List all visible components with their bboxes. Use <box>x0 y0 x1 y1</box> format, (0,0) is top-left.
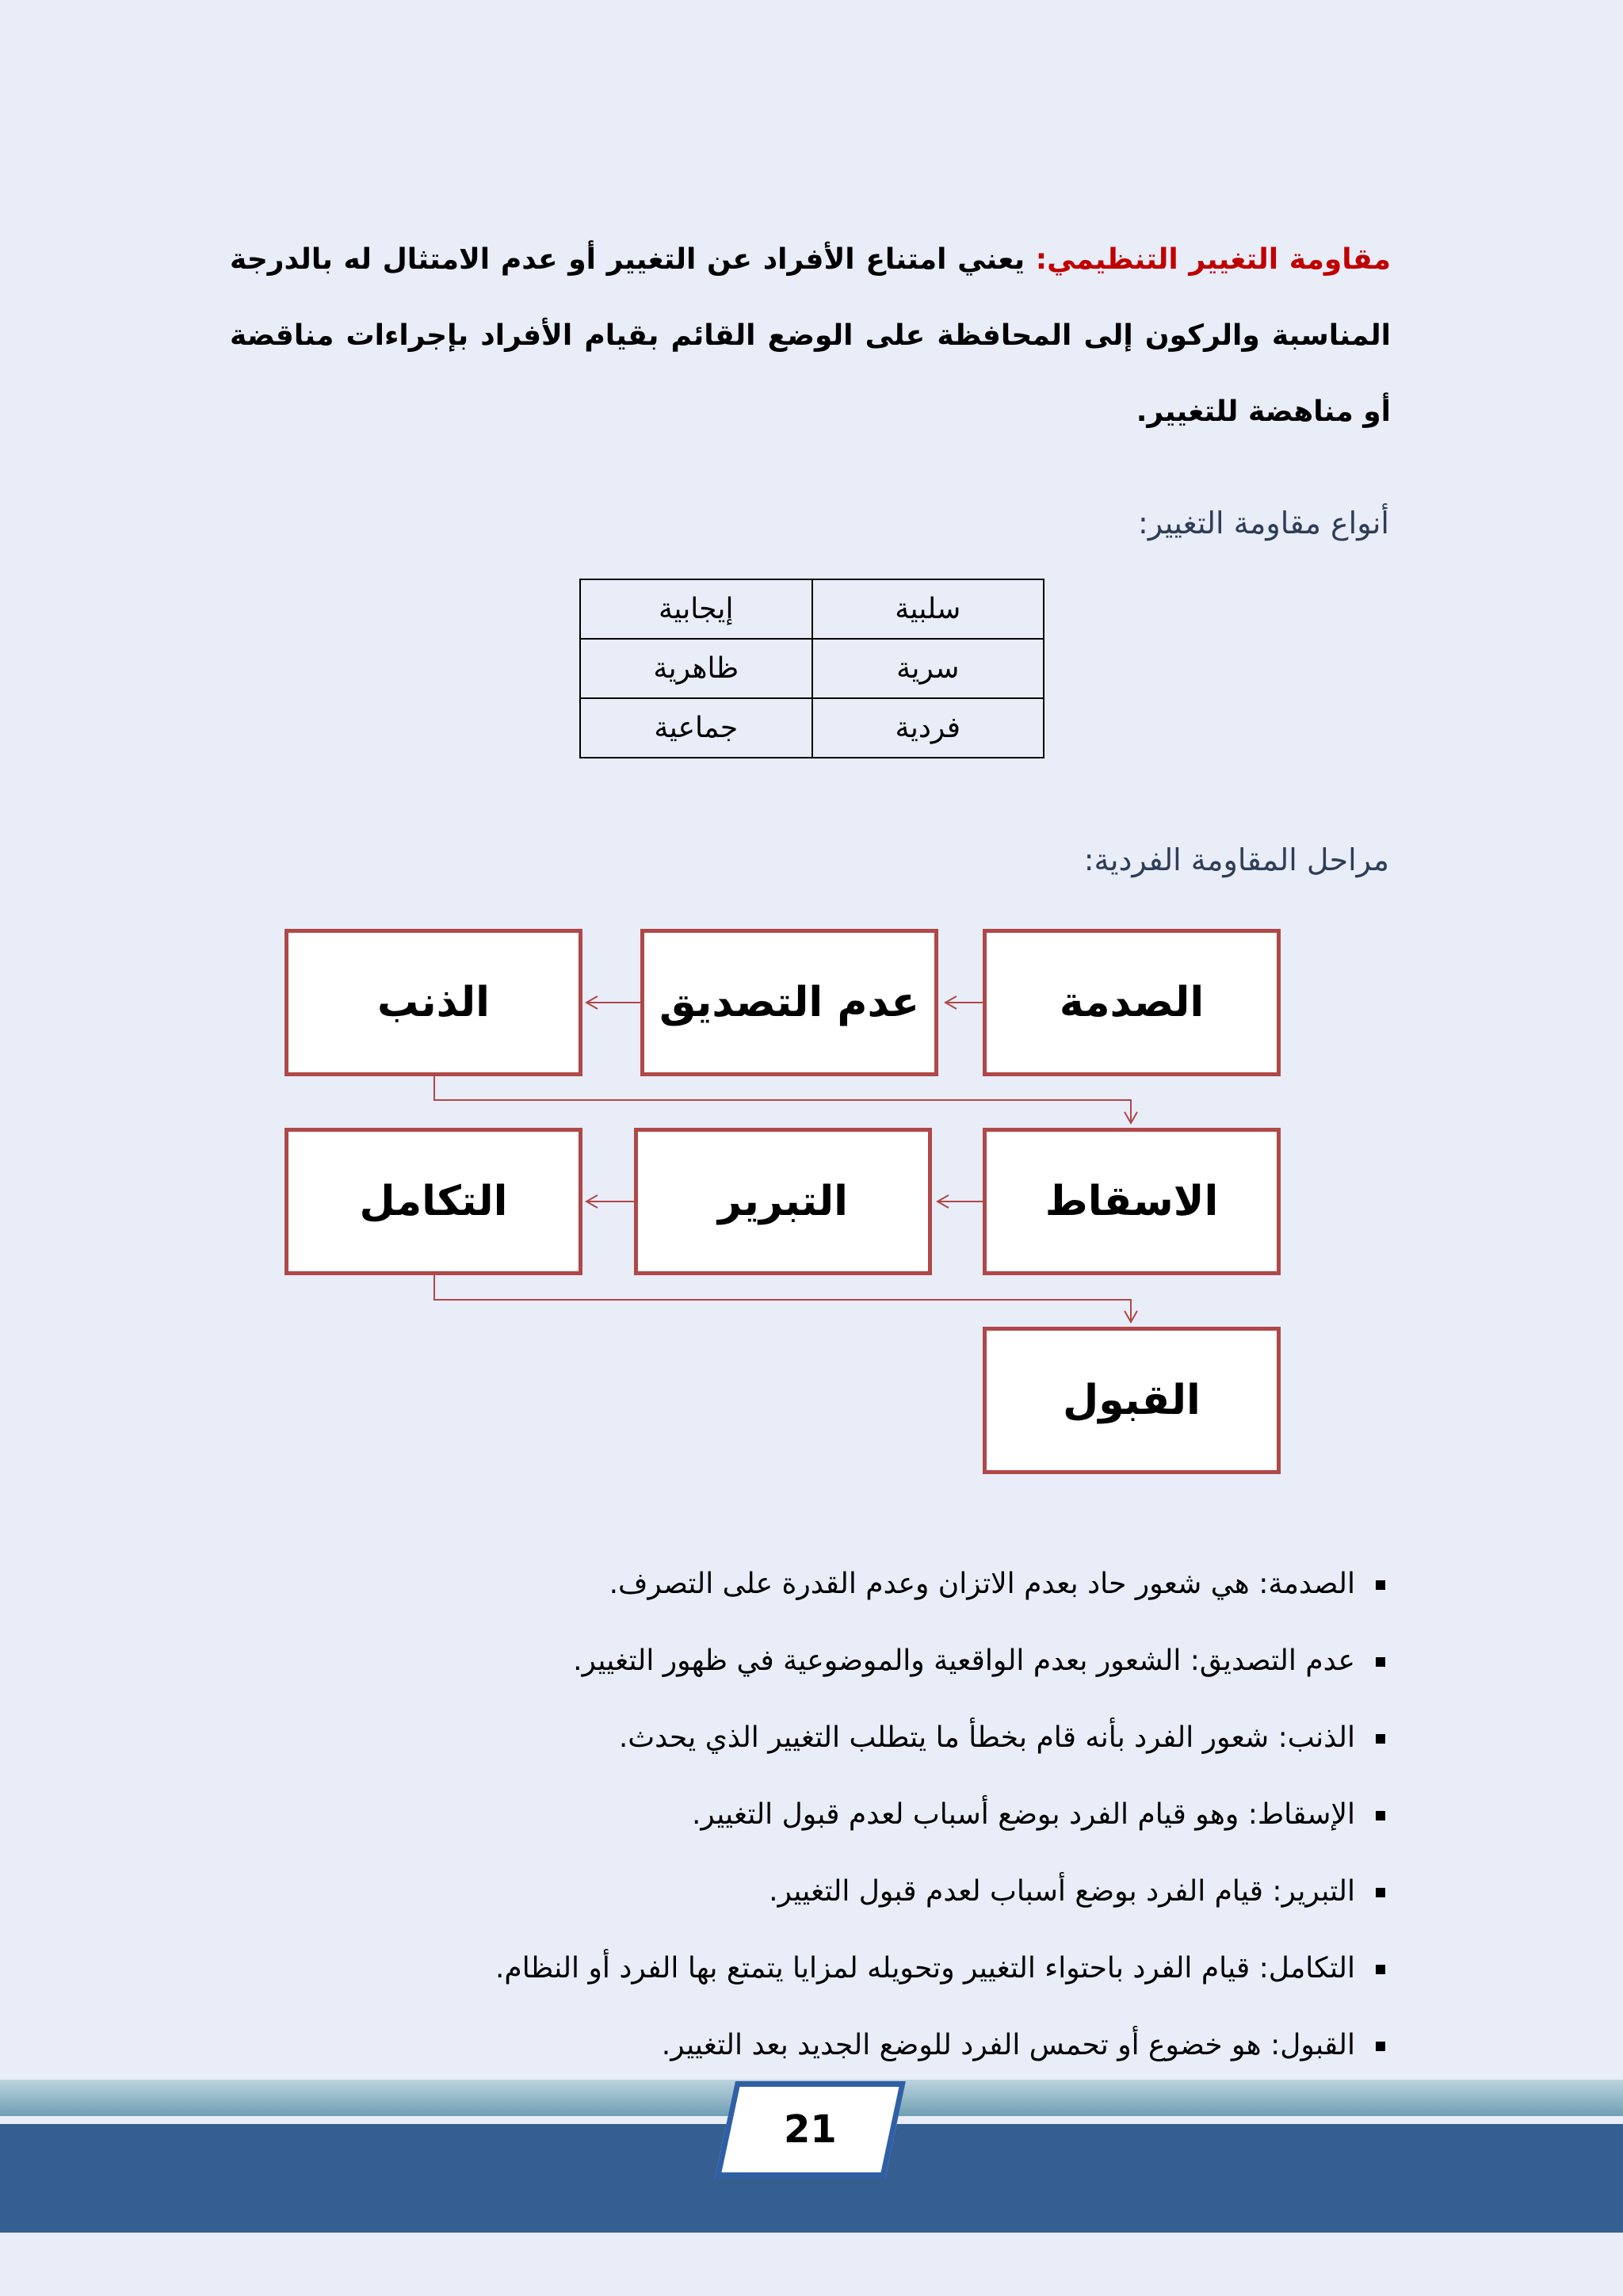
square-bullet-icon <box>1376 1580 1385 1590</box>
list-item-text: عدم التصديق: الشعور بعدم الواقعية والموضوعية في ظهور التغيير. <box>573 1645 1355 1677</box>
stage-box-guilt: الذنب <box>285 929 582 1076</box>
definition-term: مقاومة التغيير التنظيمي: <box>1035 243 1391 276</box>
list-item <box>495 1930 1385 2007</box>
table-cell: سلبية <box>812 579 1044 639</box>
stage-box-acceptance: القبول <box>983 1327 1281 1474</box>
arrow-integration-to-acceptance <box>434 1274 1131 1320</box>
list-item <box>495 1545 1385 1622</box>
table-cell: فردية <box>812 698 1044 758</box>
table-cell: إيجابية <box>580 579 812 639</box>
list-item-text: التكامل: قيام الفرد باحتواء التغيير وتحويله لمزايا يتمتع بها الفرد أو النظام. <box>495 1952 1355 1985</box>
list-item <box>495 1622 1385 1699</box>
list-item-text: الإسقاط: وهو قيام الفرد بوضع أسباب لعدم قبول التغيير. <box>691 1798 1355 1831</box>
stage-box-shock: الصدمة <box>983 929 1281 1076</box>
list-item-text: التبرير: قيام الفرد بوضع أسباب لعدم قبول التغيير. <box>769 1875 1355 1908</box>
stage-box-projection: الاسقاط <box>983 1128 1281 1275</box>
stage-box-justification: التبرير <box>634 1128 932 1275</box>
list-item <box>495 2007 1385 2084</box>
list-item-text: الصدمة: هي شعور حاد بعدم الاتزان وعدم القدرة على التصرف. <box>609 1568 1355 1600</box>
square-bullet-icon <box>1376 1965 1385 1974</box>
list-item-text: القبول: هو خضوع أو تحمس الفرد للوضع الجديد بعد التغيير. <box>661 2029 1355 2061</box>
square-bullet-icon <box>1376 1888 1385 1897</box>
page-number: 21 <box>784 2107 837 2152</box>
square-bullet-icon <box>1376 1811 1385 1820</box>
page-number-box <box>715 2081 906 2178</box>
table-cell: سرية <box>812 639 1044 698</box>
stage-box-integration: التكامل <box>285 1128 582 1275</box>
table-cell: ظاهرية <box>580 639 812 698</box>
stage-definitions-list <box>495 1545 1385 2084</box>
types-heading: أنواع مقاومة التغيير: <box>1137 506 1389 541</box>
arrow-guilt-to-projection <box>434 1075 1131 1121</box>
definition-text: يعني امتناع الأفراد عن التغيير أو عدم الامتثال له بالدرجة المناسبة والركون إلى المحافظة على الوضع القائم بقيام الأفراد بإجراءات مناقضة أو مناهضة للتغيير. <box>230 243 1391 428</box>
square-bullet-icon <box>1376 1734 1385 1744</box>
stage-box-denial: عدم التصديق <box>640 929 938 1076</box>
table-cell: جماعية <box>580 698 812 758</box>
list-item <box>495 1853 1385 1930</box>
list-item <box>495 1699 1385 1776</box>
list-item <box>495 1776 1385 1853</box>
list-item-text: الذنب: شعور الفرد بأنه قام بخطأ ما يتطلب التغيير الذي يحدث. <box>618 1721 1355 1754</box>
stages-heading: مراحل المقاومة الفردية: <box>1083 842 1389 877</box>
square-bullet-icon <box>1376 1657 1385 1667</box>
square-bullet-icon <box>1376 2042 1385 2051</box>
